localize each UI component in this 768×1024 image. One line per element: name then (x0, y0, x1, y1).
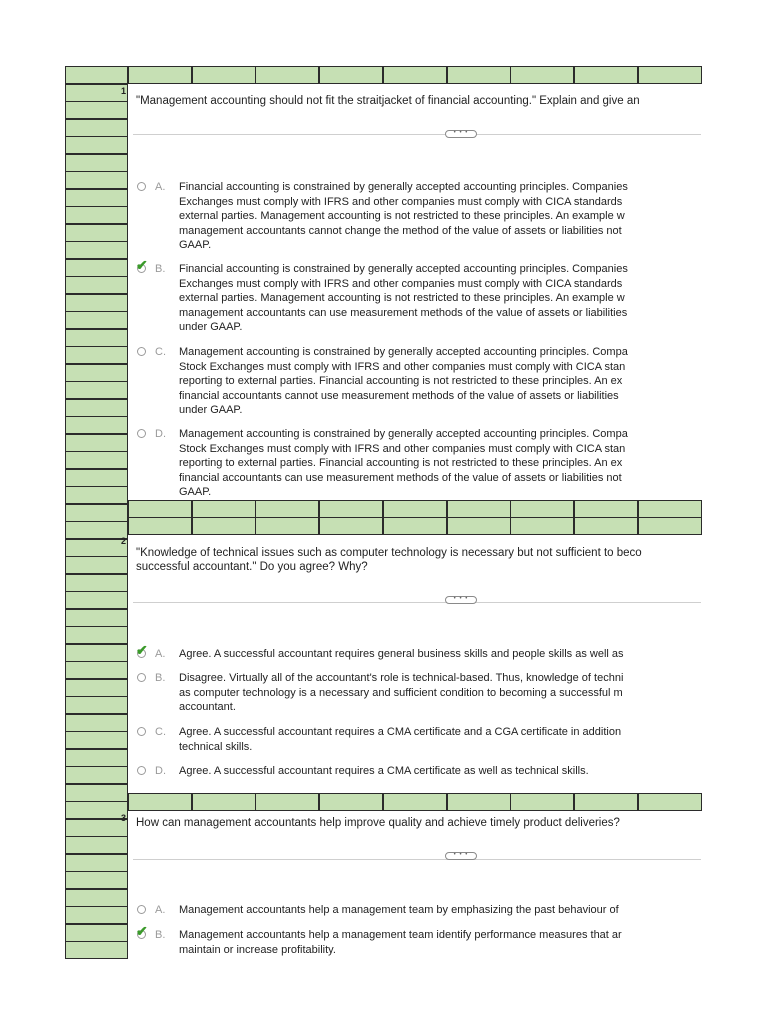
column-header-cell (192, 517, 256, 535)
row-header-cell (65, 784, 128, 802)
choice-line: GAAP. (179, 486, 212, 498)
choice-text (179, 427, 628, 500)
choice-text (179, 928, 622, 957)
header-strip-3 (128, 793, 701, 811)
choice-letter: D. (155, 765, 166, 777)
row-header-cell (65, 434, 128, 452)
checkmark-icon: ✔ (136, 257, 148, 273)
row-header-cell (65, 609, 128, 627)
choice-text (179, 647, 624, 662)
row-header-cell (65, 906, 128, 924)
choice-letter: A. (155, 904, 166, 916)
row-header-cell (65, 714, 128, 732)
column-header-cell (638, 66, 702, 84)
row-header-cell (65, 136, 128, 154)
column-header-cell (383, 517, 447, 535)
choice-line: reporting to external parties. Financial accounting is not restricted to these principles. An ex (179, 375, 623, 387)
column-header-cell (128, 517, 192, 535)
choice-line: Agree. A successful accountant requires a CMA certificate as well as technical skills. (179, 765, 589, 777)
checkmark-icon: ✔ (136, 642, 148, 658)
question-2-line-1: "Knowledge of technical issues such as computer technology is necessary but not sufficient to beco (136, 547, 642, 559)
row-header-cell (65, 381, 128, 399)
choice-letter: A. (155, 648, 166, 660)
column-header-cell (447, 793, 511, 811)
choice-letter: C. (155, 726, 166, 738)
radio-button[interactable] (137, 727, 146, 736)
column-header-cell (574, 66, 638, 84)
radio-button[interactable] (137, 182, 146, 191)
choice-line: external parties. Management accounting is not restricted to these principles. An example w (179, 292, 625, 304)
choice-line: GAAP. (179, 239, 212, 251)
column-header-cell (510, 66, 574, 84)
column-header-cell (319, 500, 383, 518)
column-header-cell (192, 500, 256, 518)
column-header-cell (255, 66, 319, 84)
choice-line: financial accountants cannot use measurement methods of the value of assets or liabilities (179, 389, 619, 402)
column-header-cell (574, 793, 638, 811)
radio-button[interactable] (137, 429, 146, 438)
column-header-cell (638, 517, 702, 535)
choice-text (179, 262, 628, 335)
choice-text (179, 725, 621, 754)
column-header-cell (128, 793, 192, 811)
row-header-cell (65, 556, 128, 574)
choice-letter: B. (155, 929, 166, 941)
question-number-2: 2 (120, 536, 126, 546)
row-header-cell (65, 644, 128, 662)
choice-text (179, 903, 619, 918)
row-header-cell (65, 766, 128, 784)
row-header-cell (65, 661, 128, 679)
choice-line: Disagree. Virtually all of the accountant's role is technical-based. Thus, knowledge of techni (179, 672, 624, 684)
row-header-cell (65, 871, 128, 889)
choice-text (179, 345, 628, 418)
row-header-cell (65, 294, 128, 312)
column-header-cell (638, 500, 702, 518)
choice-line: technical skills. (179, 740, 253, 753)
row-header-cell (65, 206, 128, 224)
row-header-cell (65, 329, 128, 347)
row-header-cell (65, 154, 128, 172)
row-header-cell (65, 224, 128, 242)
column-header-cell (447, 500, 511, 518)
column-header-cell (510, 517, 574, 535)
row-header-cell (65, 924, 128, 942)
choice-line: financial accountants can use measurement methods of the value of assets or liabilities not (179, 471, 622, 484)
column-header-cell (574, 517, 638, 535)
row-header-cell (65, 171, 128, 189)
row-header-cell (65, 416, 128, 434)
question-3-separator (133, 859, 701, 860)
question-1-separator (133, 134, 701, 135)
checkmark-icon: ✔ (136, 923, 148, 939)
row-header-cell (65, 486, 128, 504)
choice-text (179, 180, 628, 253)
column-header-cell (638, 793, 702, 811)
radio-button[interactable] (137, 905, 146, 914)
row-header-cell (65, 889, 128, 907)
column-header-cell (255, 500, 319, 518)
choice-letter: B. (155, 263, 166, 275)
column-header-cell (383, 500, 447, 518)
row-header-cell (65, 399, 128, 417)
column-header-cell (319, 66, 383, 84)
row-header-cell (65, 259, 128, 277)
column-header-cell (447, 66, 511, 84)
column-header-cell (255, 517, 319, 535)
choice-line: management accountants cannot change the method of the value of assets or liabilities not (179, 224, 622, 237)
question-2-text (136, 546, 642, 574)
row-header-cell (65, 591, 128, 609)
choice-line: external parties. Management accounting is not restricted to these principles. An example w (179, 210, 625, 222)
row-header-cell (65, 731, 128, 749)
column-header-cell (128, 500, 192, 518)
choice-line: Agree. A successful accountant requires general business skills and people skills as well as (179, 648, 624, 660)
column-header-cell (510, 500, 574, 518)
choice-line: maintain or increase profitability. (179, 943, 336, 956)
row-header-cell (65, 364, 128, 382)
row-header-cell (65, 574, 128, 592)
row-header-cell (65, 346, 128, 364)
choice-line: Management accounting is constrained by generally accepted accounting principles. Compa (179, 428, 628, 440)
choice-line: accountant. (179, 701, 236, 713)
column-header-cell (192, 793, 256, 811)
resize-handle[interactable]: • • • (445, 130, 477, 138)
choice-line: reporting to external parties. Financial accounting is not restricted to these principles. An ex (179, 457, 623, 469)
choice-line: Stock Exchanges must comply with IFRS and other companies must comply with CICA stan (179, 442, 626, 455)
question-2-line-2: successful accountant." Do you agree? Why? (136, 561, 368, 573)
header-strip-1 (128, 66, 701, 84)
column-header-cell (447, 517, 511, 535)
choice-letter: D. (155, 428, 166, 440)
choice-line: Stock Exchanges must comply with IFRS and other companies must comply with CICA stan (179, 360, 626, 373)
row-header-cell (65, 626, 128, 644)
column-header-cell (192, 66, 256, 84)
choice-line: Exchanges must comply with IFRS and other companies must comply with CICA standards (179, 277, 623, 290)
choice-line: Management accountants help a management team identify performance measures that ar (179, 929, 622, 941)
question-number-3: 3 (120, 813, 126, 823)
column-header-cell (510, 793, 574, 811)
resize-handle[interactable]: • • • (445, 596, 477, 604)
choice-line: Financial accounting is constrained by generally accepted accounting principles. Companies (179, 263, 628, 275)
choice-line: Management accounting is constrained by generally accepted accounting principles. Compa (179, 346, 628, 358)
row-header-cell (65, 504, 128, 522)
spreadsheet (65, 66, 701, 956)
column-header-cell (383, 793, 447, 811)
column-header-cell (574, 500, 638, 518)
choice-line: Management accountants help a management team by emphasizing the past behaviour of (179, 904, 619, 916)
choice-letter: C. (155, 346, 166, 358)
row-header-cell (65, 101, 128, 119)
row-header-cell (65, 696, 128, 714)
choice-line: management accountants can use measurement methods of the value of assets or liabilities (179, 306, 628, 319)
choice-line: as computer technology is a necessary and sufficient condition to becoming a successful m (179, 686, 623, 699)
choice-text (179, 671, 623, 715)
resize-handle[interactable]: • • • (445, 852, 477, 860)
question-2-separator (133, 602, 701, 603)
question-1-text (136, 94, 640, 108)
choice-line: Agree. A successful accountant requires a CMA certificate and a CGA certificate in addition (179, 726, 622, 738)
row-header-cell (65, 836, 128, 854)
column-header-cell (319, 517, 383, 535)
radio-button[interactable] (137, 347, 146, 356)
radio-button[interactable] (137, 673, 146, 682)
question-1-line-1: "Management accounting should not fit the straitjacket of financial accounting." Explain and give an (136, 95, 640, 107)
header-strip-2 (128, 500, 701, 518)
header-strip-2b (128, 517, 701, 535)
row-header-cell (65, 854, 128, 872)
column-header-cell (383, 66, 447, 84)
choice-letter: A. (155, 181, 166, 193)
question-3-line-1: How can management accountants help improve quality and achieve timely product deliveries? (136, 817, 620, 829)
column-header-cell (319, 793, 383, 811)
choice-text (179, 764, 589, 779)
row-header-cell (65, 66, 128, 84)
row-header-cell (65, 311, 128, 329)
row-header-cell (65, 749, 128, 767)
radio-button[interactable] (137, 766, 146, 775)
choice-line: Financial accounting is constrained by generally accepted accounting principles. Companies (179, 181, 628, 193)
row-header-cell (65, 469, 128, 487)
column-header-cell (128, 66, 192, 84)
row-header-cell (65, 941, 128, 959)
choice-line: under GAAP. (179, 404, 243, 416)
row-header-cell (65, 276, 128, 294)
row-header-cell (65, 451, 128, 469)
row-header-cell (65, 679, 128, 697)
column-header-cell (255, 793, 319, 811)
question-number-1: 1 (120, 86, 126, 96)
choice-line: Exchanges must comply with IFRS and other companies must comply with CICA standards (179, 195, 623, 208)
row-header-cell (65, 189, 128, 207)
choice-letter: B. (155, 672, 166, 684)
row-header-cell (65, 119, 128, 137)
row-header-cell (65, 241, 128, 259)
choice-line: under GAAP. (179, 321, 243, 333)
question-3-text (136, 816, 620, 830)
